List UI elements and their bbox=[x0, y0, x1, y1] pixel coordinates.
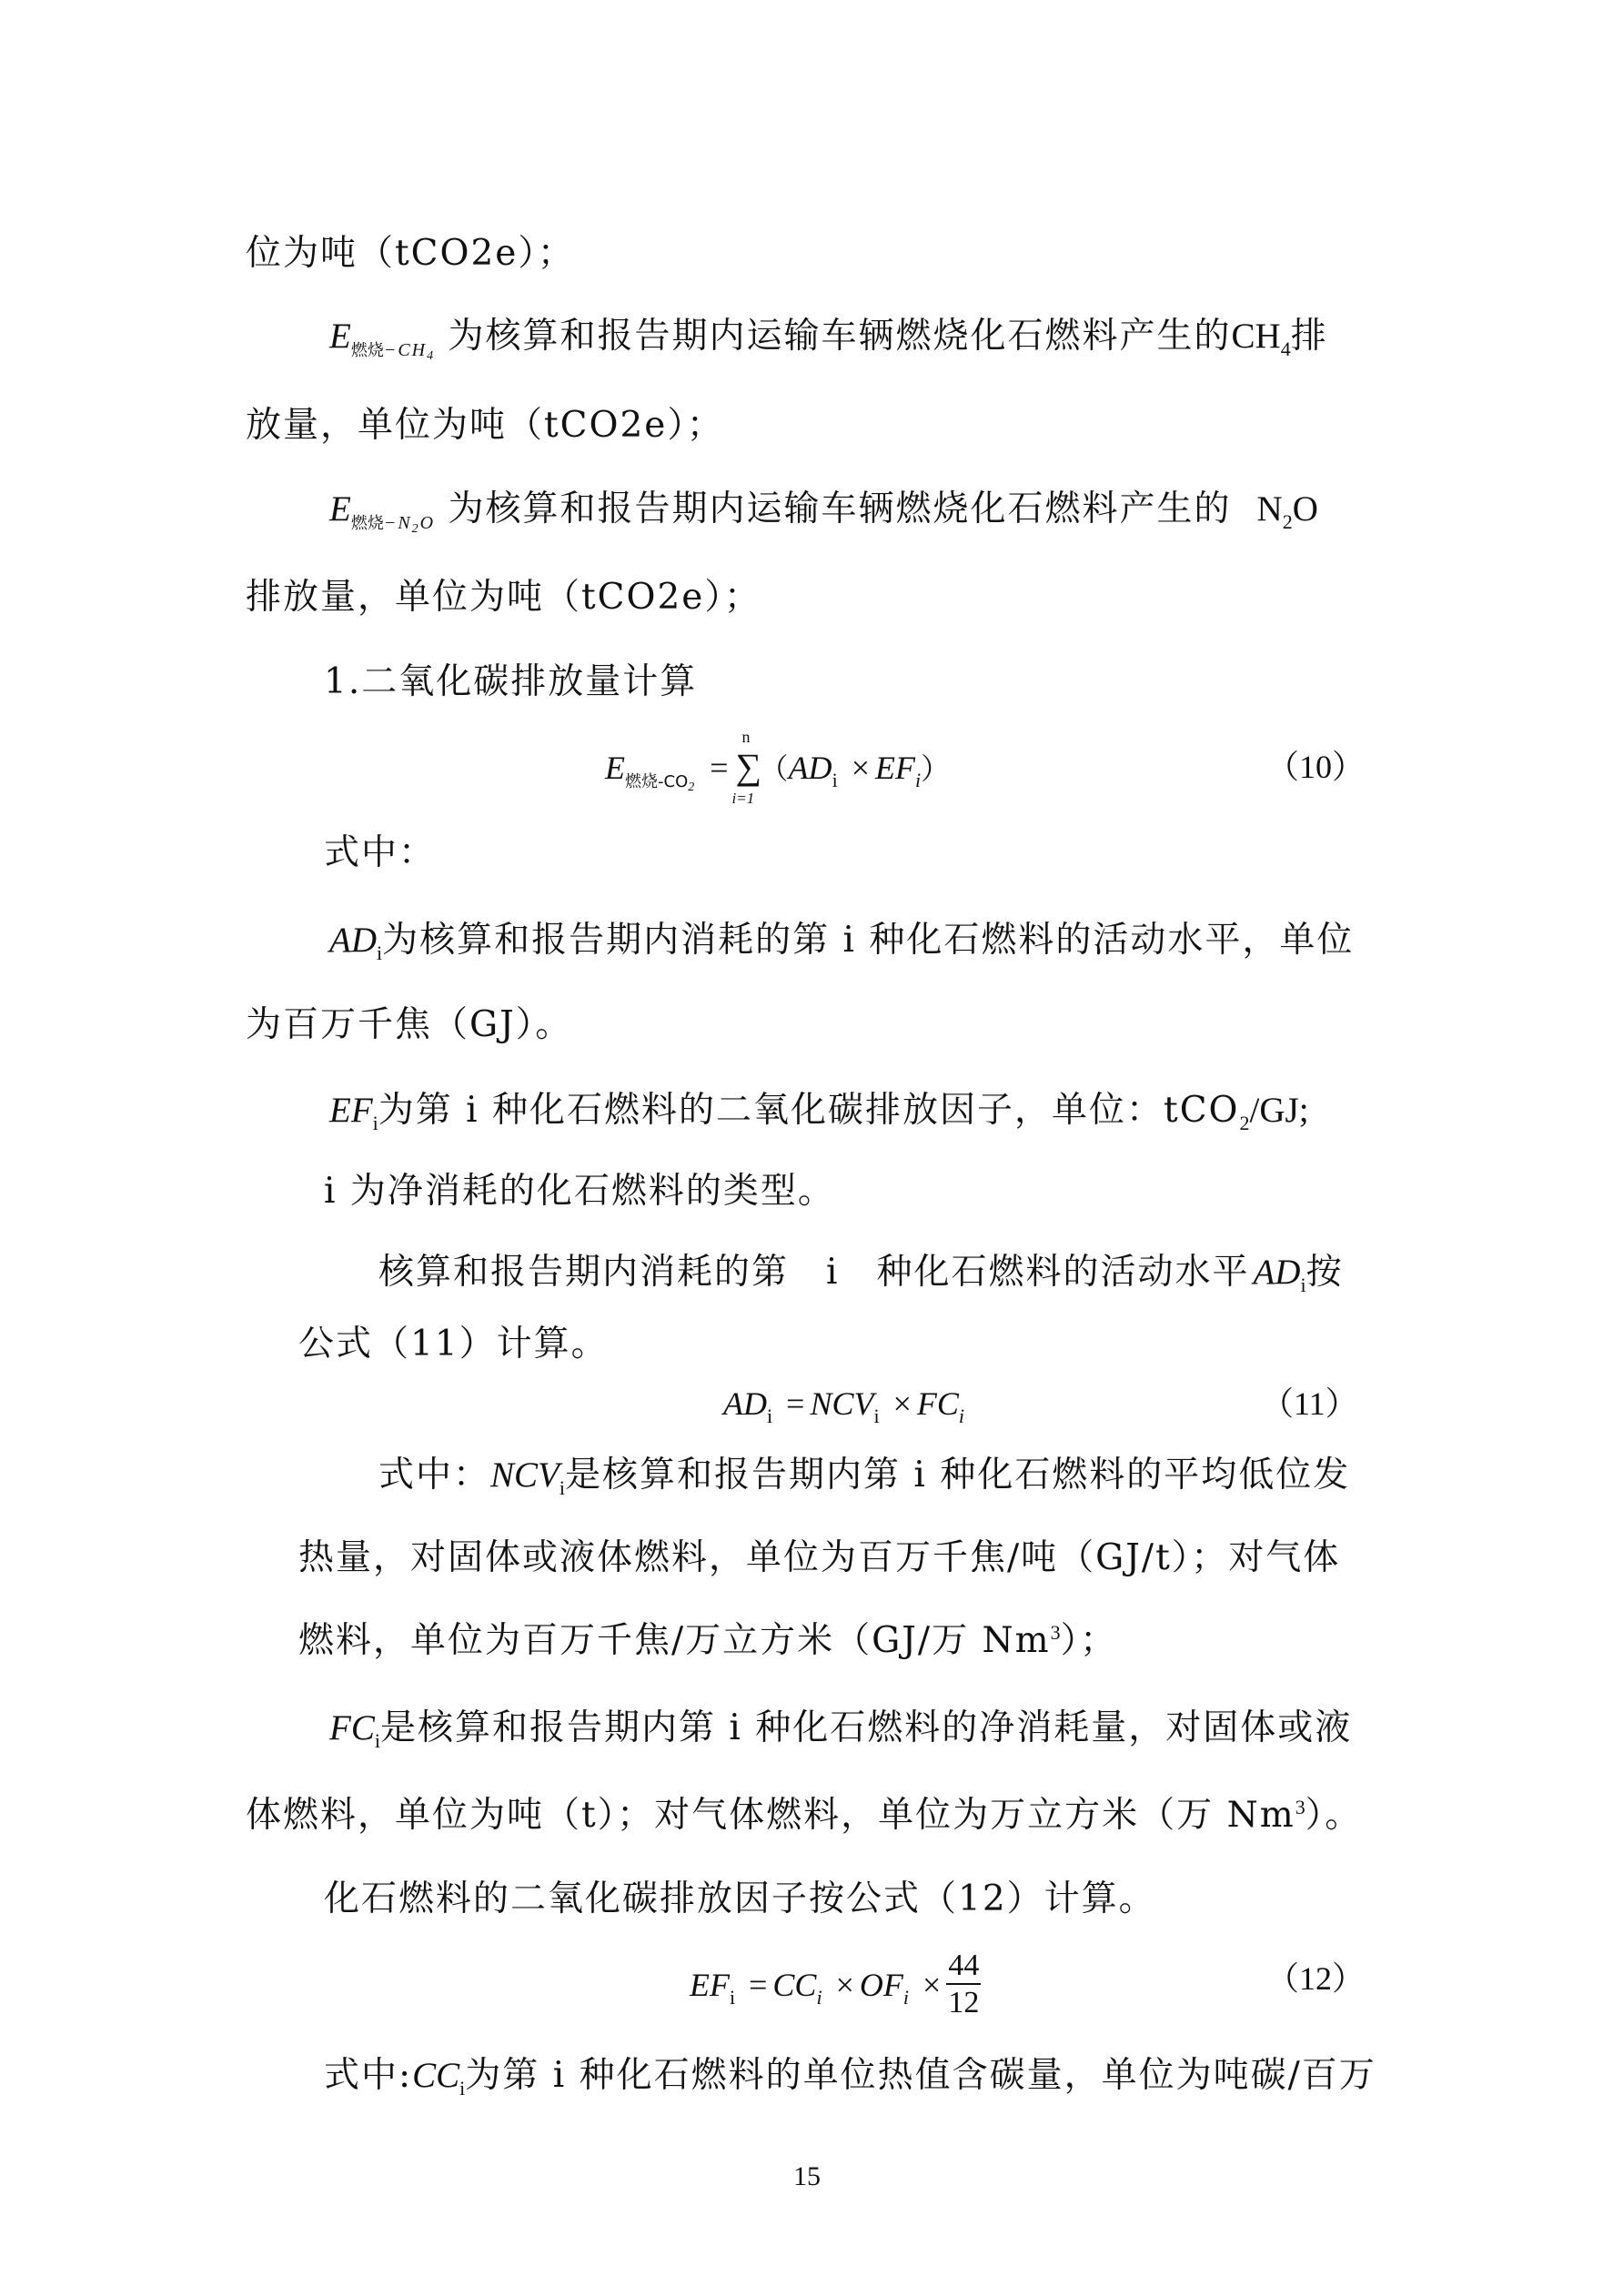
subscript: i bbox=[816, 1985, 822, 2009]
text: N bbox=[1256, 489, 1283, 529]
text-line bbox=[378, 1254, 1344, 1295]
text: 位为吨（tCO2e）； bbox=[246, 233, 575, 274]
equation-number: （11） bbox=[1261, 1385, 1358, 1422]
text: O bbox=[1292, 489, 1318, 529]
text: 为核算和报告期内运输车辆燃烧化石燃料产生的 bbox=[448, 488, 1232, 529]
symbol-cc: CC bbox=[772, 1966, 817, 2003]
subscript: 2 bbox=[411, 522, 420, 536]
times-sign: × bbox=[892, 1385, 912, 1422]
symbol-fc: FC bbox=[916, 1385, 959, 1422]
text-line bbox=[329, 318, 1328, 363]
superscript: 3 bbox=[1050, 1621, 1061, 1644]
text: 按 bbox=[1305, 1252, 1344, 1293]
text-line bbox=[298, 1537, 1341, 1578]
text: 体燃料，单位为吨（t）；对气体燃料，单位为万立方米（万 Nm bbox=[246, 1795, 1295, 1836]
equation-12 bbox=[690, 1949, 981, 2022]
subscript: i bbox=[377, 942, 383, 964]
subscript: i bbox=[729, 1985, 736, 2009]
subscript: 2 bbox=[688, 780, 695, 794]
text: 热量，对固体或液体燃料，单位为百万千焦/吨（GJ/t）；对气体 bbox=[298, 1537, 1341, 1578]
page-number: 15 bbox=[793, 2161, 821, 2191]
subscript: O bbox=[419, 513, 436, 533]
subscript: i bbox=[914, 769, 922, 791]
equals-sign: = bbox=[749, 1966, 768, 2003]
text-line bbox=[246, 233, 575, 274]
text-line bbox=[324, 1171, 835, 1212]
subscript: i bbox=[902, 1985, 910, 2009]
sum-upper-limit: n bbox=[741, 728, 751, 746]
text-line bbox=[246, 405, 724, 446]
subscript: 燃烧 bbox=[350, 514, 384, 533]
text: 式中： bbox=[378, 1455, 491, 1495]
symbol-ad: AD bbox=[788, 750, 832, 786]
subscript: i bbox=[374, 1729, 380, 1752]
denominator: 12 bbox=[948, 1986, 980, 2019]
equals-sign: = bbox=[786, 1385, 805, 1422]
text-line bbox=[298, 1324, 609, 1365]
symbol-ncv: NCV bbox=[490, 1455, 559, 1495]
paren: ） bbox=[921, 751, 951, 786]
paren: （ bbox=[759, 751, 789, 786]
text-line bbox=[329, 1090, 1309, 1134]
subscript: −CH bbox=[383, 340, 428, 360]
section-heading bbox=[324, 661, 698, 702]
symbol-e: E bbox=[329, 317, 351, 356]
fraction bbox=[946, 1950, 981, 2019]
text: 是核算和报告期内第 i 种化石燃料的净消耗量，对固体或液 bbox=[379, 1707, 1353, 1748]
times-sign: × bbox=[835, 1966, 854, 2003]
text: /GJ; bbox=[1249, 1091, 1309, 1130]
text: 为第 i 种化石燃料的单位热值含碳量，单位为吨碳/百万 bbox=[465, 2055, 1376, 2096]
text: ）。 bbox=[1305, 1795, 1363, 1836]
text: 公式（11）计算。 bbox=[298, 1324, 609, 1365]
superscript: 3 bbox=[1295, 1796, 1305, 1818]
subscript: i bbox=[559, 1476, 565, 1499]
times-sign: × bbox=[922, 1966, 942, 2003]
symbol-ef: EF bbox=[875, 750, 915, 786]
equation-number: （12） bbox=[1266, 1960, 1366, 1997]
text-line bbox=[329, 488, 1318, 536]
text-line bbox=[246, 1004, 573, 1045]
text: 式中： bbox=[324, 832, 437, 873]
symbol-ad: AD bbox=[329, 921, 377, 960]
text: 核算和报告期内消耗的第 i 种化石燃料的活动水平 bbox=[378, 1252, 1250, 1293]
text: 排 bbox=[1290, 316, 1328, 357]
equation-number: （10） bbox=[1266, 749, 1366, 785]
symbol-ef: EF bbox=[329, 1091, 373, 1130]
text-line bbox=[378, 1457, 1350, 1498]
subscript: i bbox=[873, 1405, 880, 1427]
text: 式中: bbox=[324, 2055, 413, 2096]
subscript: i bbox=[1300, 1274, 1306, 1296]
text-line bbox=[246, 1795, 1363, 1836]
text-line bbox=[329, 922, 1354, 963]
equals-sign: = bbox=[710, 750, 729, 786]
subscript: i bbox=[832, 769, 838, 791]
sigma-glyph: ∑ bbox=[735, 746, 762, 787]
text: 为百万千焦（GJ）。 bbox=[246, 1004, 573, 1045]
symbol-cc: CC bbox=[412, 2056, 460, 2095]
text: 为核算和报告期内消耗的第 i 种化石燃料的活动水平，单位 bbox=[382, 920, 1355, 961]
symbol-ad: AD bbox=[723, 1385, 767, 1422]
text-line bbox=[324, 1878, 1156, 1919]
equation-11 bbox=[723, 1387, 964, 1426]
text: 化石燃料的二氧化碳排放因子按公式（12）计算。 bbox=[324, 1878, 1156, 1919]
symbol-ad: AD bbox=[1253, 1253, 1301, 1292]
text-line bbox=[298, 1620, 1118, 1661]
symbol-of: OF bbox=[859, 1966, 903, 2003]
symbol-e: E bbox=[329, 489, 351, 529]
symbol-e: E bbox=[605, 750, 625, 786]
subscript: −N bbox=[383, 513, 412, 533]
text: 1.二氧化碳排放量计算 bbox=[324, 661, 698, 702]
text: CH bbox=[1231, 317, 1281, 356]
symbol-ncv: NCV bbox=[810, 1385, 874, 1422]
text: 是核算和报告期内第 i 种化石燃料的平均低位发 bbox=[565, 1455, 1351, 1495]
symbol-ef: EF bbox=[690, 1966, 730, 2003]
subscript: i bbox=[459, 2077, 466, 2100]
subscript: i bbox=[767, 1405, 773, 1427]
text-line bbox=[246, 577, 761, 618]
symbol-fc: FC bbox=[329, 1708, 375, 1747]
subscript: 4 bbox=[427, 349, 436, 363]
subscript: 2 bbox=[1239, 1112, 1250, 1134]
text-line bbox=[324, 2055, 1376, 2100]
summation-sign bbox=[731, 728, 762, 807]
numerator: 44 bbox=[946, 1950, 981, 1985]
text: 排放量，单位为吨（tCO2e）； bbox=[246, 577, 761, 618]
text: 为核算和报告期内运输车辆燃烧化石燃料产生的 bbox=[448, 316, 1232, 357]
text: i 为净消耗的化石燃料的类型。 bbox=[324, 1171, 835, 1212]
subscript: 4 bbox=[1280, 337, 1291, 360]
text: ）； bbox=[1060, 1620, 1118, 1661]
subscript: 燃烧-CO bbox=[625, 772, 689, 791]
text: 燃料，单位为百万千焦/万立方米（GJ/万 Nm bbox=[298, 1620, 1051, 1661]
times-sign: × bbox=[851, 750, 870, 786]
text: 放量，单位为吨（tCO2e）； bbox=[246, 405, 724, 446]
sum-lower-limit: i=1 bbox=[731, 790, 755, 807]
subscript: 燃烧 bbox=[350, 341, 384, 360]
text-line bbox=[329, 1707, 1353, 1752]
subscript: i bbox=[958, 1405, 965, 1427]
subscript: i bbox=[372, 1112, 378, 1134]
text-line bbox=[324, 832, 437, 873]
equation-10 bbox=[605, 728, 951, 807]
text: 为第 i 种化石燃料的二氧化碳排放因子，单位：tCO bbox=[378, 1090, 1240, 1131]
subscript: 2 bbox=[1282, 510, 1293, 533]
